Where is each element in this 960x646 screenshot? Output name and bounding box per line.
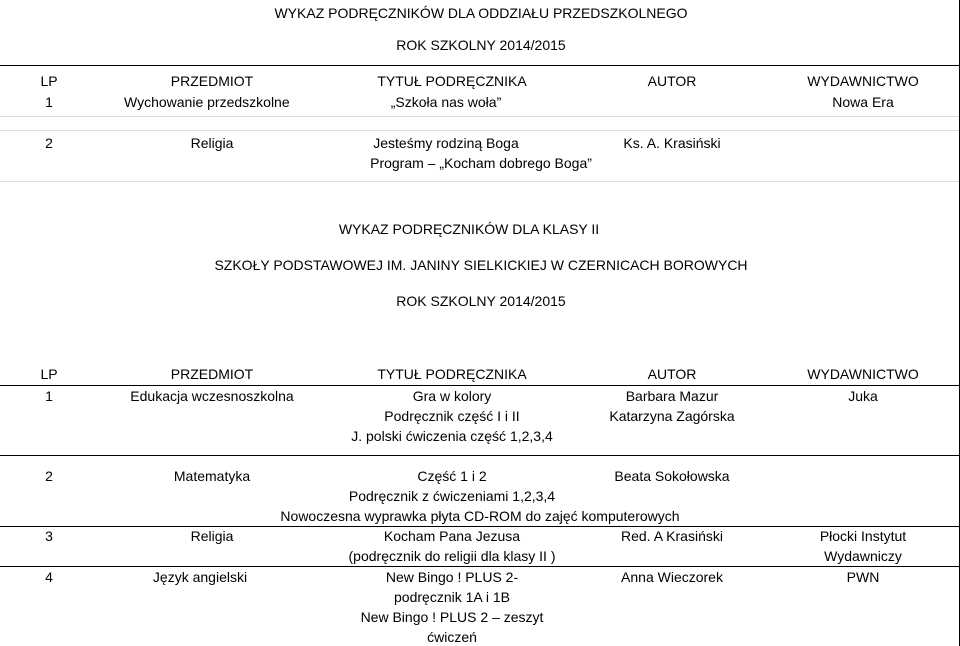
row-title-line: Podręcznik z ćwiczeniami 1,2,3,4 [348,488,556,504]
row-lp: 3 [45,528,53,544]
row-title-line: J. polski ćwiczenia część 1,2,3,4 [351,428,553,444]
section2-year: ROK SZKOLNY 2014/2015 [396,293,566,309]
header-lp: LP [40,366,58,382]
row-title: Jesteśmy rodziną Boga [373,135,519,151]
row-author: Ks. A. Krasiński [623,135,721,151]
grid-line [0,130,960,131]
row-publisher-line: Wydawniczy [824,548,902,564]
row-publisher-line: Płocki Instytut [819,528,907,544]
row-border [0,566,960,567]
row-subject: Religia [190,528,234,544]
row-title-line: (podręcznik do religii dla klasy II ) [348,548,556,564]
section1-year: ROK SZKOLNY 2014/2015 [396,37,566,53]
row-title-line: Kocham Pana Jezusa [383,528,521,544]
row-publisher: Juka [848,388,878,404]
header-title: TYTUŁ PODRĘCZNIKA [377,73,527,89]
section2-school: SZKOŁY PODSTAWOWEJ IM. JANINY SIELKICKIEJ W CZERNICACH BOROWYCH [214,257,748,273]
header-title: TYTUŁ PODRĘCZNIKA [377,366,527,382]
row-author-line: Red. A Krasiński [621,528,723,544]
header-subject: PRZEDMIOT [170,366,254,382]
row-subject: Matematyka [173,468,251,484]
row-subject: Wychowanie przedszkolne [124,94,290,110]
row-lp: 4 [45,569,53,585]
row-author-line: Barbara Mazur [625,388,719,404]
header-author: AUTOR [647,366,697,382]
header-subject: PRZEDMIOT [170,73,254,89]
section2-title: WYKAZ PODRĘCZNIKÓW DLA KLASY II [338,221,600,237]
row-title-line: Gra w kolory [412,388,492,404]
row-border [0,526,960,527]
row-note: Nowoczesna wyprawka płyta CD-ROM do zajęć komputerowych [280,508,680,524]
row-title-line: podręcznik 1A i 1B [394,589,510,605]
row-author-line: Katarzyna Zagórska [609,408,735,424]
table1-top-border [0,65,960,66]
table2-header-border [0,385,960,386]
row-program: Program – „Kocham dobrego Boga” [370,155,592,171]
row-lp: 2 [45,135,53,151]
row-lp: 2 [45,468,53,484]
header-author: AUTOR [647,73,697,89]
row-title: „Szkoła nas woła” [390,94,502,110]
section1-title: WYKAZ PODRĘCZNIKÓW DLA ODDZIAŁU PRZEDSZKOLNEGO [274,5,688,21]
grid-line [0,116,960,117]
header-publisher: WYDAWNICTWO [807,366,919,382]
header-lp: LP [40,73,58,89]
row-title-line: New Bingo ! PLUS 2 – zeszyt [360,609,544,625]
row-subject: Język angielski [152,569,248,585]
row-author-line: Anna Wieczorek [621,569,723,585]
row-title-line: Część 1 i 2 [417,468,487,484]
row-lp: 1 [45,388,53,404]
row-subject: Edukacja wczesnoszkolna [130,388,294,404]
row-border [0,455,960,456]
grid-line [0,181,960,182]
header-publisher: WYDAWNICTWO [807,73,919,89]
row-title-line: New Bingo ! PLUS 2- [385,569,519,585]
row-title-line: Podręcznik część I i II [384,408,520,424]
row-lp: 1 [45,94,53,110]
row-publisher: PWN [846,569,880,585]
row-author-line: Beata Sokołowska [614,468,730,484]
row-publisher: Nowa Era [832,94,894,110]
row-subject: Religia [190,135,234,151]
row-title-line: ćwiczeń [427,629,477,645]
